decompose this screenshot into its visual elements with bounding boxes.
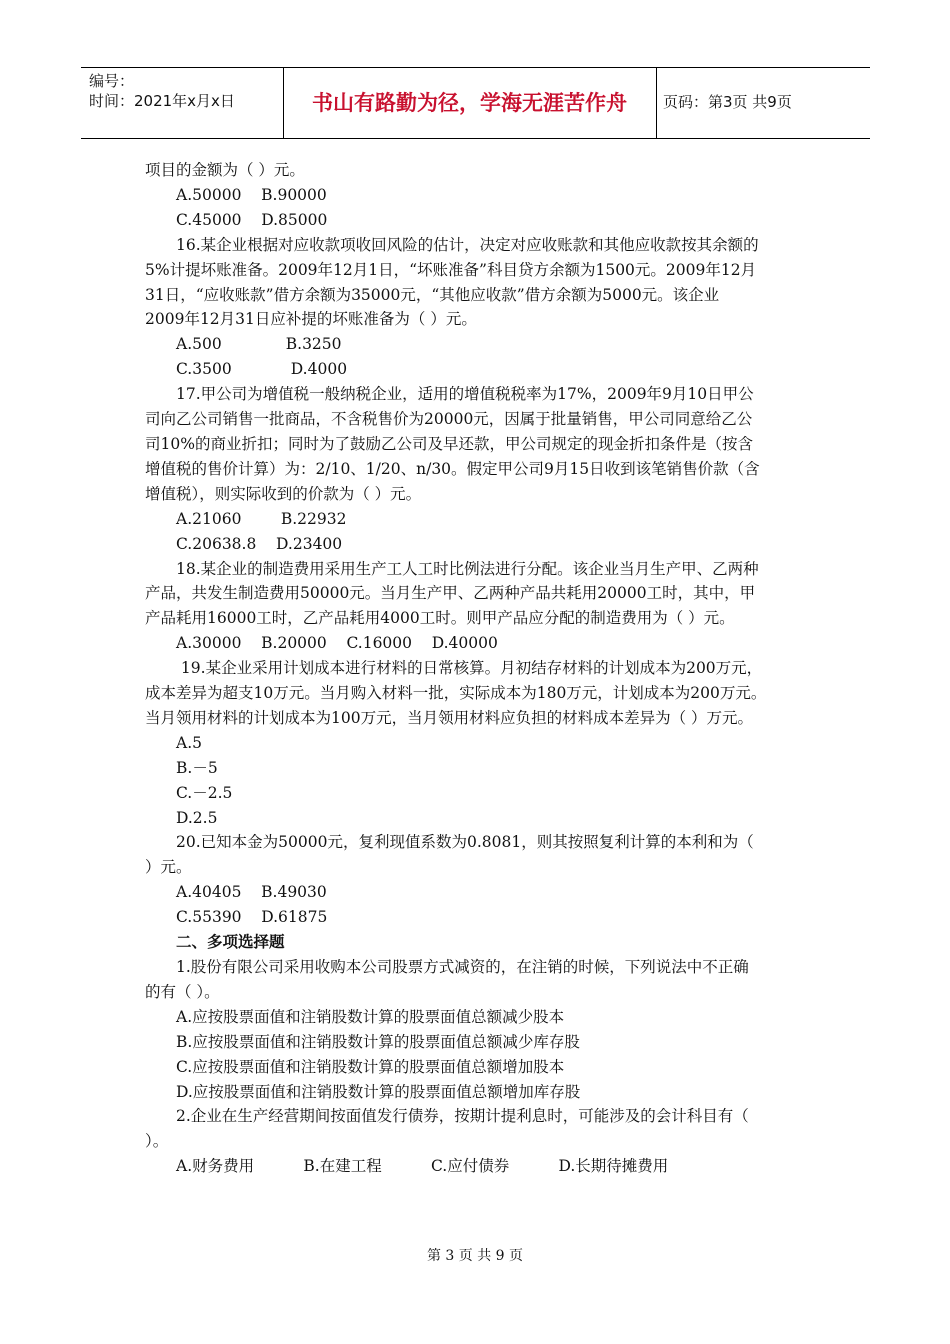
option-line: A.50000 B.90000 (176, 185, 327, 204)
option-line: A.30000 B.20000 C.16000 D.40000 (176, 634, 498, 653)
text-line: 产品耗用16000工时，乙产品耗用4000工时。则甲产品应分配的制造费用为（ ）元。 (145, 609, 735, 628)
question-19: 19.某企业采用计划成本进行材料的日常核算。月初结存材料的计划成本为200万元， (176, 659, 763, 678)
option-line: A.5 (176, 733, 202, 752)
text-line: 的有（ ）。 (145, 982, 220, 1001)
option-line: A.500 B.3250 (176, 335, 342, 354)
text-line: 5%计提坏账准备。2009年12月1日，“坏账准备”科目贷方余额为1500元。2009年12月 (145, 260, 757, 279)
option-line: C.3500 D.4000 (176, 360, 348, 379)
option-line: B.－5 (176, 758, 218, 777)
question-16: 16.某企业根据对应收款项收回风险的估计，决定对应收账款和其他应收款按其余额的 (176, 235, 759, 254)
text-line: 增值税），则实际收到的价款为（ ）元。 (145, 484, 422, 503)
option-line: A.应按股票面值和注销股数计算的股票面值总额减少股本 (176, 1007, 565, 1026)
text-line: ）。 (145, 1132, 169, 1151)
text-line: 成本差异为超支10万元。当月购入材料一批，实际成本为180万元，计划成本为200万元。 (145, 684, 767, 703)
text-line: ）元。 (145, 858, 192, 877)
multi-question-2: 2.企业在生产经营期间按面值发行债券，按期计提利息时，可能涉及的会计科目有（ (176, 1107, 749, 1126)
option-line: B.应按股票面值和注销股数计算的股票面值总额减少库存股 (176, 1032, 580, 1051)
option-line: C.应按股票面值和注销股数计算的股票面值总额增加股本 (176, 1057, 565, 1076)
document-time-label: 时间：2021年x月x日 (89, 92, 235, 110)
section-heading: 二、多项选择题 (176, 932, 285, 952)
text-line: 当月领用材料的计划成本为100万元，当月领用材料应负担的材料成本差异为（ ）万元。 (145, 708, 754, 727)
text-line: 项目的金额为（ ）元。 (145, 161, 305, 179)
header-divider (656, 68, 657, 138)
text-line: 增值税的售价计算）为：2/10、1/20、n/30。假定甲公司9月15日收到该笔销售价款（含 (145, 459, 760, 478)
text-line: 产品，共发生制造费用50000元。当月生产甲、乙两种产品共耗用20000工时，其中，甲 (145, 584, 756, 603)
text-line: 司10%的商业折扣；同时为了鼓励乙公司及早还款，甲公司规定的现金折扣条件是（按含 (145, 434, 753, 453)
text-line: 31日，“应收账款”借方余额为35000元，“其他应收款”借方余额为5000元。该企业 (145, 285, 720, 304)
question-18: 18.某企业的制造费用采用生产工人工时比例法进行分配。该企业当月生产甲、乙两种 (176, 559, 759, 578)
page-header (81, 67, 870, 139)
document-body (145, 158, 810, 1179)
question-17: 17.甲公司为增值税一般纳税企业，适用的增值税税率为17%，2009年9月10日甲公 (176, 385, 754, 404)
option-line: A.财务费用 B.在建工程 C.应付债券 D.长期待摊费用 (176, 1157, 669, 1176)
option-line: A.40405 B.49030 (176, 883, 327, 902)
option-line: C.45000 D.85000 (176, 210, 328, 229)
multi-question-1: 1.股份有限公司采用收购本公司股票方式减资的，在注销的时候，下列说法中不正确 (176, 958, 749, 976)
option-line: C.－2.5 (176, 783, 233, 802)
document-number-label: 编号： (89, 72, 135, 90)
page-footer: 第 3 页 共 9 页 (426, 1248, 524, 1264)
text-line: 司向乙公司销售一批商品，不含税售价为20000元，因属于批量销售，甲公司同意给乙公 (145, 410, 753, 429)
option-line: D.2.5 (176, 808, 218, 827)
text-line: 2009年12月31日应补提的坏账准备为（ ）元。 (145, 310, 477, 329)
option-line: C.55390 D.61875 (176, 908, 328, 927)
header-meta (89, 71, 235, 111)
option-line: D.应按股票面值和注销股数计算的股票面值总额增加库存股 (176, 1082, 581, 1101)
option-line: A.21060 B.22932 (176, 509, 347, 528)
header-motto: 书山有路勤为径，学海无涯苦作舟 (312, 91, 627, 115)
option-line: C.20638.8 D.23400 (176, 534, 343, 553)
header-page-label: 页码：第3页 共9页 (663, 93, 792, 111)
question-20: 20.已知本金为50000元，复利现值系数为0.8081，则其按照复利计算的本利和为（ (176, 833, 754, 852)
